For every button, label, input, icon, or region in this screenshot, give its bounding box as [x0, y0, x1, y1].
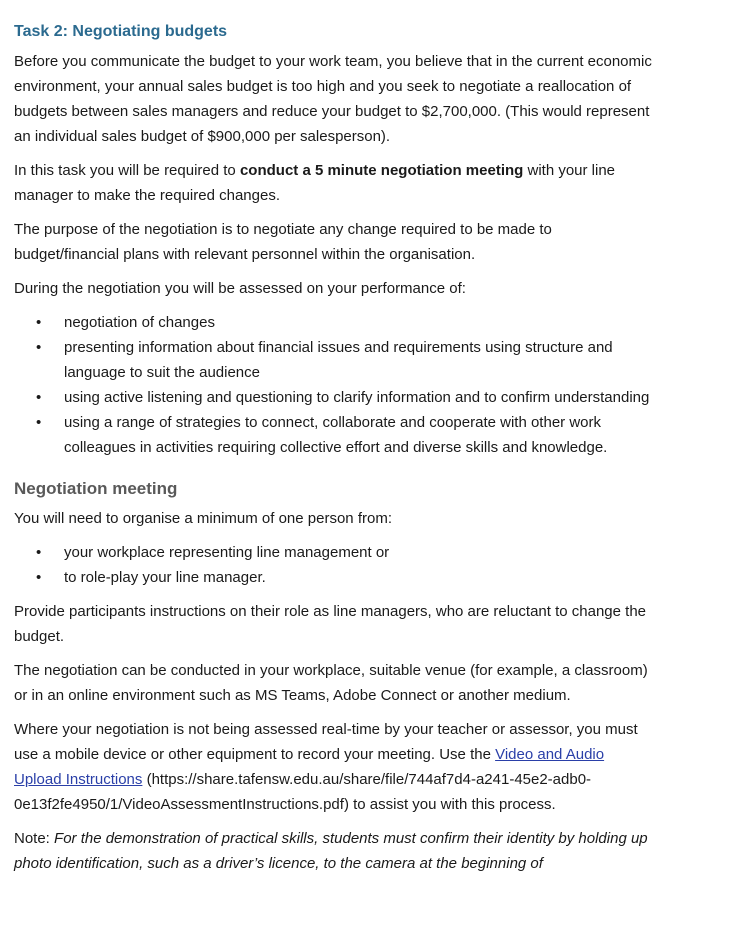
required-text-pre: In this task you will be required to [14, 162, 240, 179]
note-label: Note: [14, 830, 55, 847]
note-paragraph [14, 826, 654, 876]
bullet-icon: • [36, 414, 42, 431]
list-item-text: presenting information about financial issues and requirements using structure and language to suit the audience [64, 339, 613, 381]
list-item-text: negotiation of changes [64, 314, 215, 331]
list-item [36, 385, 654, 410]
bullet-icon: • [36, 339, 42, 356]
note-text: For the demonstration of practical skills, students must confirm their identity by holding up photo identification, such as a driver’s licence, to the camera at the beginning of [14, 830, 648, 872]
record-text-post: (https://share.tafensw.edu.au/share/file/744af7d4-a241-45e2-adb0-0e13f2fe4950/1/VideoAssessmentInstructions.pdf) to assist you with this process. [14, 771, 592, 813]
bullet-icon: • [36, 389, 42, 406]
list-item-text: using a range of strategies to connect, collaborate and cooperate with other work colleagues in activities requiring collective effort and diverse skills and knowledge. [64, 414, 608, 456]
bullet-icon: • [36, 314, 42, 331]
list-item [36, 310, 654, 335]
list-item [36, 410, 654, 460]
venue-paragraph: The negotiation can be conducted in your workplace, suitable venue (for example, a classroom) or in an online environment such as MS Teams, Adobe Connect or another medium. [14, 662, 648, 704]
organise-intro: You will need to organise a minimum of one person from: [14, 510, 392, 527]
record-text-pre: Where your negotiation is not being assessed real-time by your teacher or assessor, you must use a mobile device or other equipment to record your meeting. Use the [14, 721, 638, 763]
bullet-icon: • [36, 544, 42, 561]
list-item-text: to role-play your line manager. [64, 569, 266, 586]
video-upload-instructions-link[interactable]: Video and Audio Upload Instructions [14, 746, 605, 788]
list-item [36, 335, 654, 385]
required-text-bold: conduct a 5 minute negotiation meeting [239, 162, 524, 179]
list-item [36, 540, 654, 565]
purpose-paragraph: The purpose of the negotiation is to negotiate any change required to be made to budget/financial plans with relevant personnel within the organisation. [14, 221, 552, 263]
list-item-text: your workplace representing line management or [64, 544, 390, 561]
assessed-list [14, 310, 654, 460]
intro-paragraph: Before you communicate the budget to your work team, you believe that in the current economic environment, your annual sales budget is too high and you seek to negotiate a reallocation of budgets between sales managers and reduce your budget to $2,700,000. (This would represent an individual sales budget of $900,000 per salesperson). [14, 53, 652, 145]
list-item-text: using active listening and questioning to clarify information and to confirm understanding [64, 389, 650, 406]
bullet-icon: • [36, 569, 42, 586]
negotiation-meeting-heading: Negotiation meeting [14, 479, 178, 498]
required-text-post: with your line manager to make the required changes. [14, 162, 616, 204]
assessed-intro: During the negotiation you will be assessed on your performance of: [14, 280, 466, 297]
task-heading: Task 2: Negotiating budgets [14, 23, 228, 40]
required-paragraph [14, 158, 654, 208]
organise-list [14, 540, 654, 590]
participants-paragraph: Provide participants instructions on their role as line managers, who are reluctant to change the budget. [14, 603, 647, 645]
list-item [36, 565, 654, 590]
record-paragraph [14, 717, 654, 817]
